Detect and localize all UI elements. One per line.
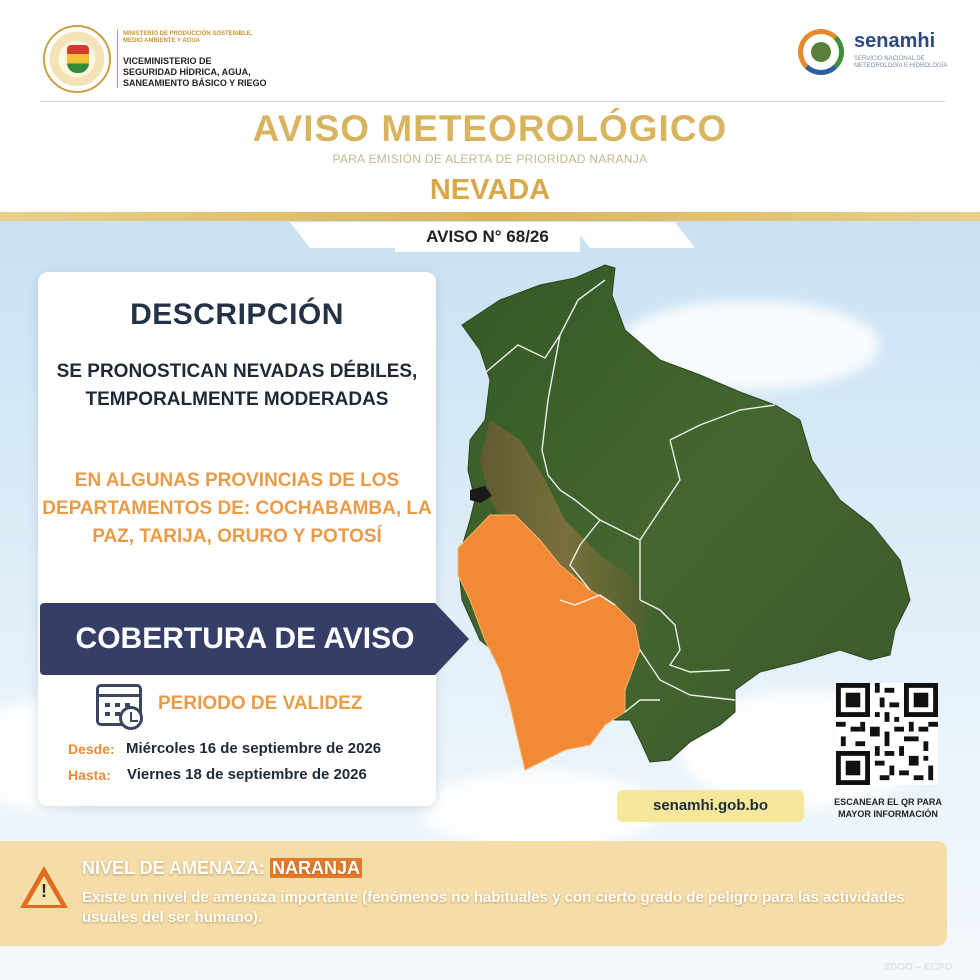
ministry-separator	[117, 30, 118, 88]
clock-icon	[119, 706, 143, 730]
image-credit: ZDOO – ECPO	[884, 962, 953, 973]
threat-level: NARANJA	[272, 858, 361, 878]
page-subtitle: PARA EMISIÓN DE ALERTA DE PRIORIDAD NARANJA	[332, 152, 648, 166]
gold-band	[0, 212, 980, 221]
brand-subtitle: SERVICIO NACIONAL DE METEOROLOGÍA E HIDROLOGÍA	[854, 56, 948, 69]
senamhi-logo-icon	[798, 29, 844, 75]
validity-heading: PERIODO DE VALIDEZ	[158, 693, 363, 714]
from-label: Desde:	[68, 741, 115, 757]
affected-areas-text: EN ALGUNAS PROVINCIAS DE LOS DEPARTAMENTOS DE: COCHABAMBA, LA PAZ, TARIJA, ORURO Y POTOSÍ	[42, 470, 432, 547]
hazard-type: NEVADA	[429, 174, 551, 206]
ministry-name: MINISTERIO DE PRODUCCIÓN SOSTENIBLE, MEDIO AMBIENTE Y AGUA	[123, 31, 253, 44]
aviso-number: AVISO N° 68/26	[395, 222, 580, 252]
threat-description: Existe un nivel de amenaza importante (fenómenos no habituales y con cierto grado de peligro para las actividades usuales del ser humano).	[82, 889, 905, 926]
description-heading: DESCRIPCIÓN	[130, 298, 344, 331]
website-link[interactable]: senamhi.gob.bo	[617, 790, 804, 822]
warning-exclamation: !	[41, 881, 47, 901]
brand-name: senamhi	[854, 30, 936, 52]
forecast-text: SE PRONOSTICAN NEVADAS DÉBILES, TEMPORALMENTE MODERADAS	[56, 361, 418, 410]
qr-code[interactable]	[836, 683, 938, 785]
header-divider	[40, 101, 945, 102]
to-label: Hasta:	[68, 767, 111, 783]
page-title: AVISO METEOROLÓGICO	[252, 108, 728, 149]
coverage-label: COBERTURA DE AVISO	[75, 622, 415, 655]
to-value: Viernes 18 de septiembre de 2026	[127, 766, 367, 783]
threat-label: NIVEL DE AMENAZA:	[82, 858, 266, 878]
threat-heading	[82, 858, 362, 879]
from-value: Miércoles 16 de septiembre de 2026	[126, 740, 382, 757]
viceministry-name: VICEMINISTERIO DE SEGURIDAD HÍDRICA, AGUA, SANEAMIENTO BÁSICO Y RIEGO	[123, 56, 267, 88]
qr-caption: ESCANEAR EL QR PARA MAYOR INFORMACIÓN	[834, 797, 942, 819]
coat-of-arms-icon	[43, 25, 111, 93]
